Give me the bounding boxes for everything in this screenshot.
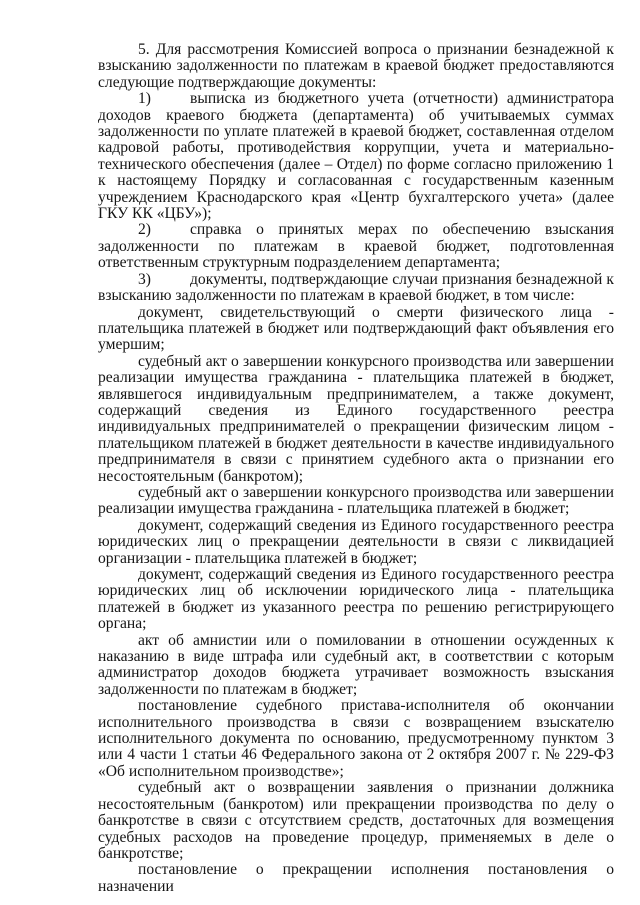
list-item-text: справка о принятых мерах по обеспечению взыскания задолженности по платежам в краевой бюджет, подготовленная ответственным структурным подразделением департамента; bbox=[98, 221, 614, 272]
paragraph-liquidation: документ, содержащий сведения из Единого государственного реестра юридических лиц о прекращении деятельности в связи с ликвидацией организации - плательщика платежей в бюджет; bbox=[98, 516, 614, 567]
list-item-2 bbox=[98, 222, 614, 271]
paragraph-registry-exclusion: документ, содержащий сведения из Единого государственного реестра юридических лиц об исключении юридического лица - плательщика платежей в бюджет из указанного реестра по решению регистрирующего органа; bbox=[98, 566, 614, 633]
list-item-3 bbox=[98, 272, 614, 305]
paragraph-bailiff-resolution: постановление судебного пристава-исполнителя об окончании исполнительного производства в связи с возвращением взыскателю исполнительного документа по основанию, предусмотренному пунктом 3 или 4 части 1 статьи 46 Федерального закона от 2 октября 2007 г. № 229-ФЗ «Об исполнительном производстве»; bbox=[98, 697, 614, 780]
document-body bbox=[98, 42, 614, 895]
paragraph-death-certificate: документ, свидетельствующий о смерти физического лица - плательщика платежей в бюджет или подтверждающий факт объявления его умершим; bbox=[98, 303, 614, 354]
list-item-number: 2) bbox=[138, 221, 151, 239]
list-item-text: выписка из бюджетного учета (отчетности) администратора доходов краевого бюджета (департамента) об учитываемых суммах задолженности по уплате платежей в краевой бюджет, составленная отделом кадровой работы, противодействия коррупции, учета и материально-технического обеспечения (далее – Отдел) по форме согласно приложению 1 к настоящему Порядку и согласованная с государственным казенным учреждением Краснодарского края «Центр бухгалтерского учета» (далее ГКУ КК «ЦБУ»); bbox=[98, 90, 614, 223]
list-item-number: 3) bbox=[138, 270, 151, 288]
list-item-text: документы, подтверждающие случаи признания безнадежной к взысканию задолженности по платежам в краевой бюджет, в том числе: bbox=[98, 270, 614, 305]
paragraph-amnesty: акт об амнистии или о помиловании в отношении осужденных к наказанию в виде штрафа или судебный акт, в соответствии с которым администратор доходов бюджета утрачивает возможность взыскания задолженности по платежам в бюджет; bbox=[98, 631, 614, 698]
paragraph-bankruptcy-entrepreneur: судебный акт о завершении конкурсного производства или завершении реализации имущества гражданина - плательщика платежей в бюджет, являвшегося индивидуальным предпринимателем, а также документ, содержащий сведения из Единого государственного реестра индивидуальных предпринимателей о прекращении физическим лицом - плательщиком платежей в бюджет деятельности в качестве индивидуального предпринимателя в связи с принятием судебного акта о признании его несостоятельным (банкротом); bbox=[98, 352, 614, 485]
list-item-number: 1) bbox=[138, 90, 151, 108]
paragraph-bankruptcy-citizen: судебный акт о завершении конкурсного производства или завершении реализации имущества гражданина - плательщика платежей в бюджет; bbox=[98, 483, 614, 518]
paragraph-intro: 5. Для рассмотрения Комиссией вопроса о признании безнадежной к взысканию задолженности по платежам в краевой бюджет предоставляются следующие подтверждающие документы: bbox=[98, 41, 614, 91]
paragraph-termination: постановление о прекращении исполнения постановления о назначении bbox=[98, 861, 614, 895]
paragraph-bankruptcy-return: судебный акт о возвращении заявления о признании должника несостоятельным (банкротом) или прекращении производства по делу о банкротстве в связи с отсутствием средств, достаточных для возмещения судебных расходов на проведение процедур, применяемых в деле о банкротстве; bbox=[98, 779, 614, 862]
list-item-1 bbox=[98, 91, 614, 222]
